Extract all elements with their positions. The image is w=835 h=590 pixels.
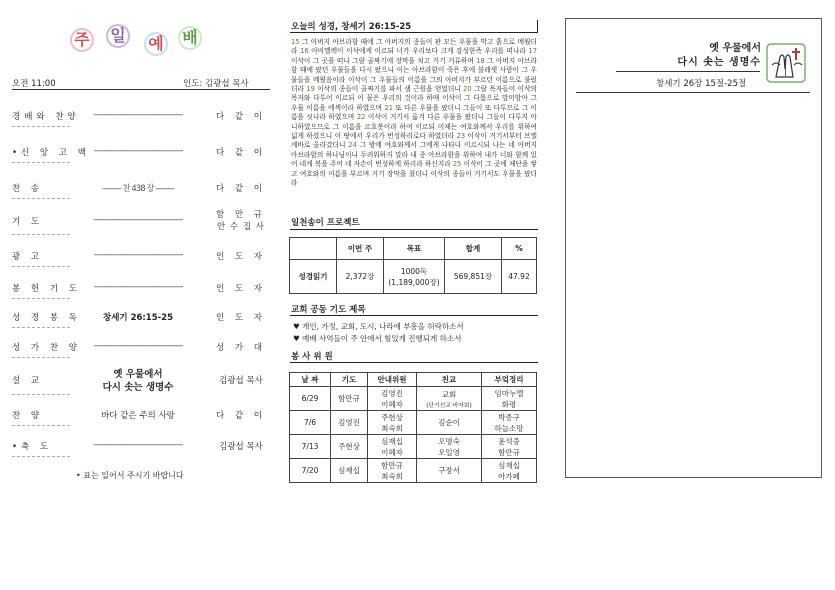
- verse-text: 또 다른 우물을 팠더니 그들이 또 다투므로 그 이름을 싯나라 하였으며: [291, 103, 538, 122]
- order-leader-line: -------------------------------------------: [93, 341, 183, 351]
- order-item: [12, 276, 270, 304]
- project-goal-value: 1000독: [400, 266, 428, 276]
- sermon-title-rule: [616, 71, 760, 72]
- committee-table: [289, 372, 537, 483]
- committee-date: 7/13: [290, 435, 331, 459]
- committee-kitchen-1: 박종구: [498, 412, 520, 422]
- order-label: •신 앙 고 백: [12, 148, 90, 158]
- committee-prayer: 주현상: [331, 435, 368, 459]
- order-divider: [12, 298, 70, 299]
- order-label: 광 고: [12, 252, 44, 262]
- committee-prayer: 김영진: [331, 411, 368, 435]
- order-item: [12, 104, 270, 132]
- project-total-value: 569,851장: [445, 260, 502, 294]
- service-time: 오전 11:00: [12, 79, 56, 89]
- order-item: [12, 434, 270, 462]
- committee-kitchen-2: 하늘소망: [494, 423, 524, 433]
- order-divider: [12, 198, 70, 199]
- order-item: [12, 403, 270, 431]
- committee-kitchen: [482, 411, 537, 435]
- order-item: [12, 305, 270, 333]
- order-divider: [12, 234, 70, 235]
- title-char-4: 배: [178, 26, 202, 50]
- committee-row: [290, 459, 537, 483]
- order-role: 다 같 이: [215, 411, 267, 421]
- standing-note: • 표는 일어서 주시기 바랍니다: [76, 471, 184, 480]
- order-scripture-ref: 창세기 26:15-25: [102, 313, 173, 323]
- order-role: 함 만 규: [215, 210, 267, 220]
- verse-number: 21: [384, 103, 396, 112]
- project-header-week: 이번 주: [337, 238, 384, 260]
- order-role: 다 같 이: [215, 148, 267, 158]
- order-item: [12, 335, 270, 363]
- prayer-heading: 교회 공동 기도 제목: [291, 305, 366, 315]
- order-label: •축 도: [12, 442, 53, 452]
- prayer-heading-rule: [290, 315, 538, 316]
- committee-kitchen: [482, 459, 537, 483]
- committee-guide-1: 함만규: [381, 460, 403, 470]
- verse-number: 19: [306, 85, 318, 94]
- verse-number: 16: [300, 47, 312, 56]
- committee-guide-1: 김영진: [381, 388, 403, 398]
- sermon-panel: [565, 18, 822, 478]
- order-leader-line: -------------------------------------------: [93, 282, 183, 292]
- committee-date: 7/6: [290, 411, 331, 435]
- project-percent-value: 47.92: [502, 260, 537, 294]
- project-goal-cell: [384, 260, 445, 294]
- sermon-title-2: 다시 솟는 생명수: [677, 57, 761, 68]
- order-item: [12, 176, 270, 204]
- order-hymn: --------- 찬 438 장 ---------: [102, 184, 174, 194]
- scripture-heading-rule: [290, 32, 538, 33]
- order-role: 인 도 자: [215, 252, 267, 262]
- sermon-reference-rule: [576, 92, 810, 93]
- order-role: 인 도 자: [215, 313, 267, 323]
- committee-guide: [368, 435, 417, 459]
- order-leader-line: -------------------------------------------: [93, 146, 183, 156]
- committee-kitchen-1: 심재십: [498, 460, 520, 470]
- scripture-heading: 오늘의 성경, 창세기 26:15-25: [291, 22, 412, 32]
- order-role: 다 같 이: [215, 112, 267, 122]
- order-divider: [12, 327, 70, 328]
- project-header-percent: %: [502, 238, 537, 260]
- committee-guide-2: 최숙희: [381, 471, 403, 481]
- order-role: 김광섭 목사: [219, 442, 263, 452]
- committee-date: 7/20: [290, 459, 331, 483]
- committee-kitchen-2: 화평: [501, 399, 517, 409]
- committee-prayer: 함만규: [331, 387, 368, 411]
- committee-header-prayer: 기도: [331, 373, 368, 387]
- verse-text: 이삭이 그 곳에 제단을 쌓고 여호와의 이름을 부르며 거기 장막을 쳤더니 이삭의 종들이 거기서도 우물을 팠더라: [291, 160, 537, 188]
- committee-fellowship: [417, 435, 482, 459]
- order-divider: [12, 425, 70, 426]
- verse-text: 그 아버지 아브라함 때에 그 아버지의 종들이 판 모든 우물을 막고 흙으로 메웠더라: [291, 38, 538, 56]
- order-label: 찬 송: [12, 184, 44, 194]
- committee-fellowship-2: 오일영: [438, 447, 460, 457]
- project-goal-pages: (1,189,000장): [388, 277, 440, 287]
- committee-kitchen-2: 아가페: [498, 471, 520, 481]
- order-label: 기 도: [12, 217, 44, 227]
- title-char-3: 예: [144, 32, 168, 56]
- committee-fellowship-1: 구장서: [438, 466, 460, 475]
- order-role-title: 안 수 집 사: [217, 222, 265, 232]
- order-praise-song: 바다 같은 주의 사랑: [101, 411, 175, 421]
- order-label: 설 교: [12, 376, 44, 386]
- committee-fellowship: [417, 459, 482, 483]
- order-divider: [12, 266, 70, 267]
- committee-fellowship-1: 오명숙: [438, 436, 460, 446]
- service-leader: 인도: 김광섭 목사: [183, 79, 249, 89]
- verse-text: 그 밤에 여호와께서 그에게 나타나 이르시되 나는 네 아버지 아브라함의 하나님이니 두려워하지 말라 내 종 아브라함을 위하여 내가 너와 함께 있어 네게 복을 주어 네 자손이 번성하게 하리라 하신지라: [291, 141, 537, 169]
- verse-number: 20: [463, 85, 475, 94]
- committee-header-fellowship: 친교: [417, 373, 482, 387]
- title-char-1: 주: [70, 28, 94, 52]
- order-item: [12, 206, 270, 238]
- verse-number: 15: [291, 38, 302, 46]
- committee-guide-1: 심재십: [381, 436, 403, 446]
- order-role: 다 같 이: [215, 184, 267, 194]
- committee-guide: [368, 411, 417, 435]
- order-divider: [12, 162, 70, 163]
- scripture-heading-tick: [537, 20, 538, 32]
- committee-kitchen-1: 윤석중: [498, 436, 520, 446]
- verse-text: 그랄 목자들이 이삭의 목자와 다투어 이르되 이 물은 우리의 것이라 하매 이삭이 그 다툼으로 말미암아 그 우물 이름을 에섹이라 하였으며: [291, 85, 537, 112]
- header-divider: [12, 89, 270, 90]
- committee-header-date: 날 짜: [290, 373, 331, 387]
- verse-text: 이삭이 거기서부터 브엘세바로 올라갔더니: [291, 132, 538, 150]
- committee-heading-rule: [290, 362, 538, 363]
- project-heading: 일천송이 프로젝트: [291, 218, 360, 228]
- scripture-text: [291, 38, 537, 189]
- committee-fellowship-2: (단기선교 바자회): [426, 402, 472, 409]
- verse-text: 그 아버지 아브라함 때에 팠던 우물들을 다시 팠으니 이는 아브라함이 죽은 후에 블레셋 사람이 그 우물들을 메웠음이라 이삭이 그 우물들의 이름을 그의 아버지가 부르던 이름으로 불렀더라: [291, 56, 537, 94]
- committee-fellowship: [417, 387, 482, 411]
- committee-guide-1: 주현상: [381, 412, 403, 422]
- verse-number: 22: [356, 113, 368, 122]
- order-label: 찬 양: [12, 411, 44, 421]
- order-divider: [12, 126, 70, 127]
- committee-fellowship-1: 교회: [441, 389, 457, 399]
- committee-date: 6/29: [290, 387, 331, 411]
- verse-text: 이삭이 그 곳을 떠나 그랄 골짜기에 장막을 치고 거기 거류하며: [291, 56, 477, 65]
- committee-prayer: 심재십: [331, 459, 368, 483]
- verse-text: 이삭의 종들이 골짜기를 파서 샘 근원을 얻었더니: [317, 85, 464, 94]
- order-leader-line: -------------------------------------------: [93, 110, 183, 120]
- project-heading-rule: [290, 229, 538, 230]
- verse-text: 이삭이 거기서 옮겨 다른 우물을 팠더니 그들이 다투지 아니하였으므로 그 이름을 르호봇이라 하여 이르되 이제는 여호와께서 우리를 위하여 넓게 하셨으니 이 땅에서 우리가 번성하리로다 하였더라: [291, 113, 537, 141]
- prayer-item: ♥ 개인, 가정, 교회, 도시, 나라에 부흥을 허락하소서: [293, 322, 464, 331]
- order-label: 성 가 찬 양: [12, 343, 81, 353]
- project-table: [289, 237, 537, 294]
- verse-number: 18: [476, 56, 488, 65]
- order-item: [12, 364, 270, 398]
- verse-text: 아비멜렉이 이삭에게 이르되 너가 우리보다 크게 강성한즉 우리를 떠나라: [311, 47, 529, 56]
- project-week-value: 2,372장: [337, 260, 384, 294]
- praying-hands-icon: [766, 43, 806, 83]
- order-sermon-title: 옛 우물에서: [113, 369, 163, 380]
- committee-row: [290, 387, 537, 411]
- committee-kitchen-2: 함만규: [498, 447, 520, 457]
- verse-number: 25: [452, 160, 464, 169]
- committee-kitchen: [482, 387, 537, 411]
- committee-kitchen-1: 임마누엘: [494, 388, 524, 398]
- order-leader-line: -------------------------------------------: [93, 250, 183, 260]
- order-item: [12, 244, 270, 272]
- project-header-goal: 목표: [384, 238, 445, 260]
- committee-fellowship-1: 김순이: [438, 418, 460, 427]
- order-leader-line: -------------------------------------------: [93, 215, 183, 225]
- order-label: 성 경 봉 독: [12, 313, 81, 323]
- sermon-title-1: 옛 우물에서: [709, 43, 761, 54]
- committee-kitchen: [482, 435, 537, 459]
- order-divider: [12, 394, 70, 395]
- project-row-label: 성경읽기: [290, 260, 337, 294]
- committee-guide-2: 이혜자: [381, 447, 403, 457]
- committee-header-guide: 안내위원: [368, 373, 417, 387]
- committee-guide-2: 이혜자: [381, 399, 403, 409]
- committee-guide-2: 최숙희: [381, 423, 403, 433]
- order-role: 성 가 대: [215, 343, 267, 353]
- order-label: 봉 헌 기 도: [12, 284, 81, 294]
- order-label: 경배와 찬양: [12, 112, 80, 122]
- verse-number: 17: [528, 47, 537, 56]
- order-divider: [12, 357, 70, 358]
- verse-number: 24: [348, 141, 360, 150]
- committee-header-kitchen: 부엌정리: [482, 373, 537, 387]
- project-header-blank: [290, 238, 337, 260]
- bulletin-title: [70, 26, 210, 60]
- order-item: [12, 140, 270, 168]
- title-char-2: 일: [106, 24, 130, 48]
- committee-heading: 봉 사 위 원: [291, 352, 333, 362]
- verse-number: 23: [456, 132, 468, 141]
- sermon-reference: 창세기 26장 15절-25절: [656, 79, 747, 89]
- prayer-item: ♥ 예배 사역들이 주 안에서 힘있게 진행되게 하소서: [293, 334, 462, 343]
- committee-row: [290, 411, 537, 435]
- order-divider: [12, 456, 70, 457]
- order-role: 김광섭 목사: [219, 376, 263, 386]
- committee-guide: [368, 459, 417, 483]
- order-role: 인 도 자: [215, 284, 267, 294]
- committee-row: [290, 435, 537, 459]
- committee-guide: [368, 387, 417, 411]
- order-sermon-subtitle: 다시 솟는 생명수: [102, 382, 174, 393]
- project-header-total: 합계: [445, 238, 502, 260]
- committee-fellowship: [417, 411, 482, 435]
- order-leader-line: -------------------------------------------: [93, 440, 183, 450]
